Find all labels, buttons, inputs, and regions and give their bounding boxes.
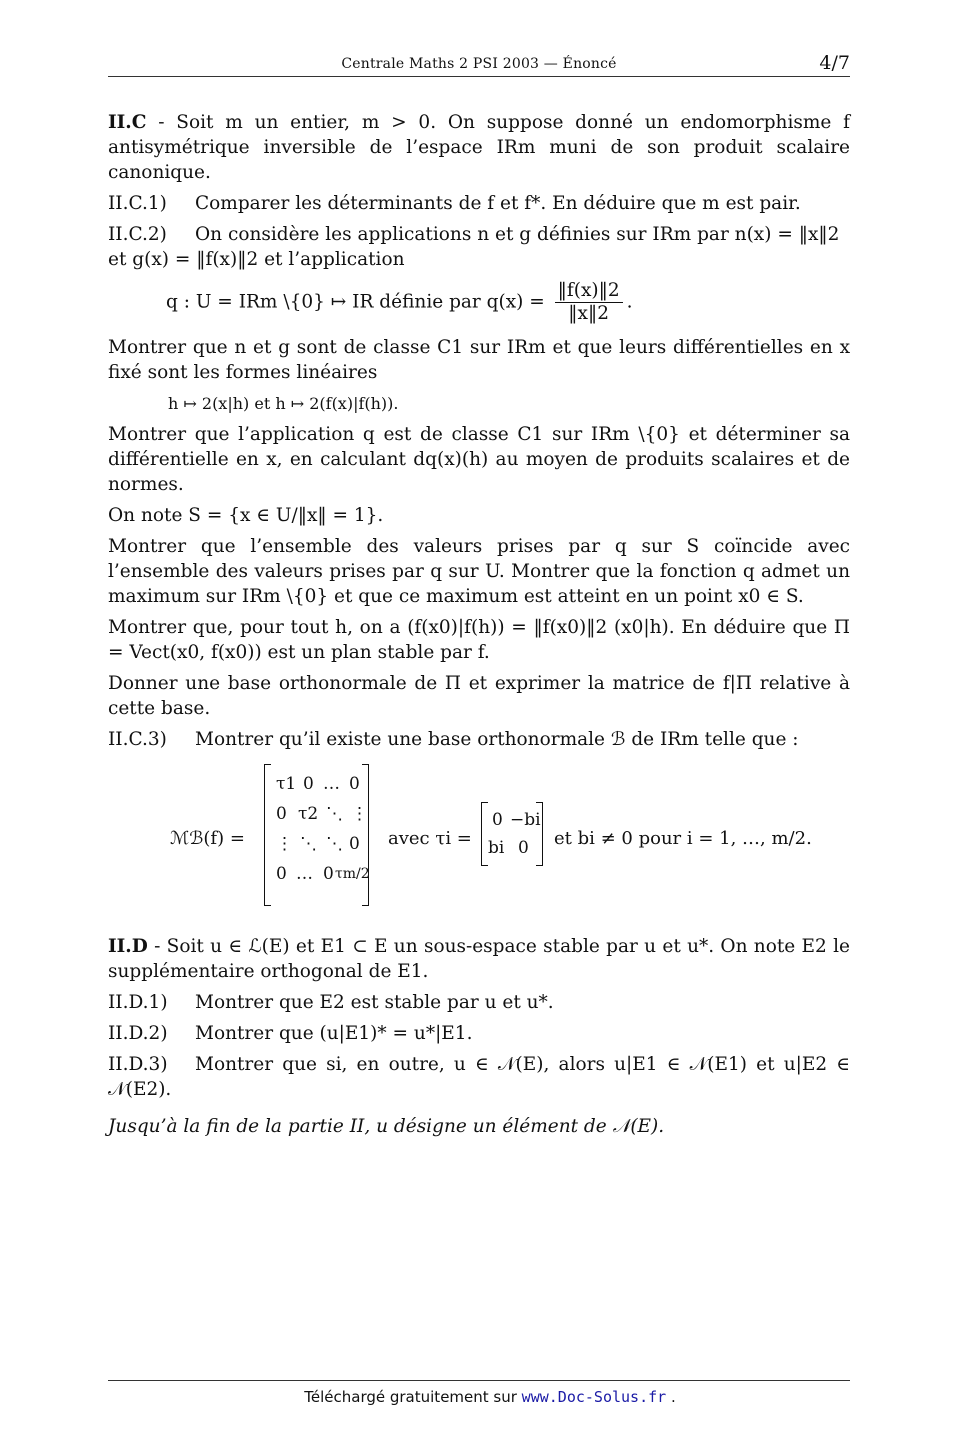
question-IIC2-cont: et g(x) = ‖f(x)‖2 et l’application xyxy=(108,249,405,270)
header-title: Centrale Maths 2 PSI 2003 — Énoncé xyxy=(341,56,617,72)
question-label: II.D.3) xyxy=(108,1054,168,1075)
small-matrix-cell: −bi xyxy=(510,810,541,830)
q-fraction xyxy=(555,280,623,325)
matrix-cell: τ2 xyxy=(298,804,319,824)
question-text: On considère les applications n et g définies sur IRm par n(x) = ‖x‖2 xyxy=(195,224,840,245)
matrix-lhs: ℳℬ(f) = xyxy=(170,828,245,849)
paragraph-orthonormal-basis: Donner une base orthonormale de Π et exprimer la matrice de f|Π relative à cette base. xyxy=(108,673,850,719)
matrix-cell: 0 xyxy=(276,864,287,884)
paragraph-differential: Montrer que l’application q est de classe C1 sur IRm \{0} et déterminer sa différentielle en x, en calculant dq(x)(h) au moyen de produits scalaires et de normes. xyxy=(108,424,850,495)
question-label: II.C.3) xyxy=(108,729,167,750)
section-IIC-intro xyxy=(108,110,850,185)
small-matrix-left-bracket xyxy=(481,802,488,866)
matrix-left-bracket xyxy=(264,764,271,906)
page-header xyxy=(108,50,850,77)
question-label: II.D.1) xyxy=(108,992,168,1013)
question-IID3 xyxy=(108,1052,850,1102)
section-label: II.C xyxy=(108,112,147,133)
small-matrix-cell: 0 xyxy=(492,810,503,830)
question-IIC2 xyxy=(108,222,850,247)
section-intro-text: - Soit m un entier, m > 0. On suppose donné un endomorphisme f antisymétrique inversible de l’espace IRm muni de son produit scalaire canonique. xyxy=(108,112,850,183)
matrix-cell: … xyxy=(323,774,340,794)
paragraph-classe-c1: Montrer que n et g sont de classe C1 sur IRm et que leurs différentielles en x fixé sont les formes linéaires xyxy=(108,337,850,383)
question-text: Montrer qu’il existe une base orthonormale ℬ de IRm telle que : xyxy=(195,729,799,750)
matrix-cell: ⋱ xyxy=(300,834,317,854)
footer-text: Téléchargé gratuitement sur xyxy=(304,1388,522,1406)
fraction-numerator: ‖f(x)‖2 xyxy=(555,280,623,303)
matrix-cell: ⋱ xyxy=(326,834,343,854)
section-IID-intro xyxy=(108,934,850,984)
question-IIC3 xyxy=(108,727,850,752)
section-intro-text: - Soit u ∈ ℒ(E) et E1 ⊂ E un sous-espace stable par u et u*. On note E2 le supplémentaire orthogonal de E1. xyxy=(108,936,850,982)
matrix-cell: ⋮ xyxy=(276,834,293,854)
small-matrix-cell: bi xyxy=(488,838,505,858)
matrix-cell: 0 xyxy=(323,864,334,884)
page-footer xyxy=(0,1388,980,1406)
matrix-cell: 0 xyxy=(303,774,314,794)
section-label: II.D xyxy=(108,936,148,957)
question-label: II.D.2) xyxy=(108,1023,168,1044)
footer-link[interactable]: www.Doc-Solus.fr xyxy=(521,1388,667,1406)
small-matrix-cell: 0 xyxy=(518,838,529,858)
matrix-cell: ⋮ xyxy=(351,804,368,824)
question-text: Montrer que E2 est stable par u et u*. xyxy=(195,992,554,1013)
matrix-cell: 0 xyxy=(276,804,287,824)
matrix-cell: τ1 xyxy=(276,774,297,794)
matrix-cell: ⋱ xyxy=(326,804,343,824)
matrix-cell: 0 xyxy=(349,834,360,854)
question-text: Montrer que (u|E1)* = u*|E1. xyxy=(195,1023,473,1044)
matrix-cell: 0 xyxy=(349,774,360,794)
avec-text: avec τi = xyxy=(388,828,472,849)
paragraph-set-S: On note S = {x ∈ U/‖x‖ = 1}. xyxy=(108,505,384,526)
footer-rule xyxy=(108,1380,850,1381)
paragraph-maximum: Montrer que l’ensemble des valeurs prises par q sur S coïncide avec l’ensemble des valeurs prises par q sur U. Montrer que la fonction q admet un maximum sur IRm \{0} et que ce maximum est atteint en un point x0 ∈ S. xyxy=(108,536,850,607)
formula-linear-forms: h ↦ 2(x|h) et h ↦ 2(f(x)|f(h)). xyxy=(168,394,399,413)
question-label: II.C.2) xyxy=(108,224,167,245)
matrix-cell: τm/2 xyxy=(335,866,370,882)
question-IID1 xyxy=(108,990,850,1015)
matrix-tail: et bi ≠ 0 pour i = 1, …, m/2. xyxy=(554,828,812,849)
q-definition-text: q : U = IRm \{0} ↦ IR définie par q(x) = xyxy=(166,291,545,313)
question-IIC1 xyxy=(108,191,850,216)
question-label: II.C.1) xyxy=(108,193,167,214)
closing-note: Jusqu’à la fin de la partie II, u désigne un élément de 𝒩(E). xyxy=(108,1116,665,1137)
block-matrix xyxy=(108,764,850,914)
footer-end: . xyxy=(666,1388,676,1406)
page-number: 4/7 xyxy=(819,52,850,74)
q-definition: q : U = IRm \{0} ↦ IR définie par q(x) = $\frac{‖f(x)‖2}{‖x‖2}$ . xyxy=(166,280,633,324)
matrix-cell: … xyxy=(296,864,313,884)
question-IID2 xyxy=(108,1021,850,1046)
page-body xyxy=(108,110,850,1145)
paragraph-stable-plane: Montrer que, pour tout h, on a (f(x0)|f(h)) = ‖f(x0)‖2 (x0|h). En déduire que Π = Vect(x0, f(x0)) est un plan stable par f. xyxy=(108,617,850,663)
fraction-denominator: ‖x‖2 xyxy=(568,303,610,324)
question-text: Comparer les déterminants de f et f*. En déduire que m est pair. xyxy=(195,193,801,214)
question-text: Montrer que si, en outre, u ∈ 𝒩(E), alors u|E1 ∈ 𝒩(E1) et u|E2 ∈ 𝒩(E2). xyxy=(108,1054,850,1100)
